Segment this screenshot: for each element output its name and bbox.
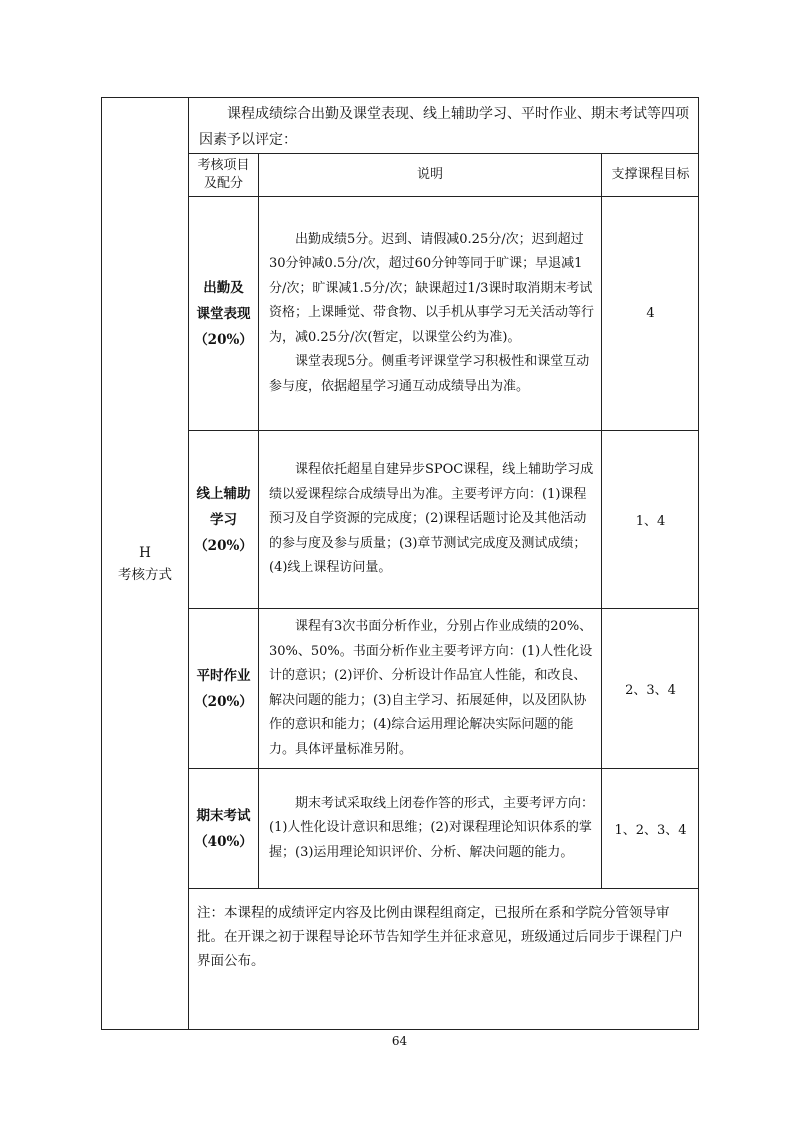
header-desc: 说明	[416, 167, 443, 182]
weight: （40%）	[194, 833, 253, 850]
intro-text: 课程成绩综合出勤及课堂表现、线上辅助学习、平时作业、期末考试等四项因素予以评定：	[199, 106, 689, 148]
label-line: 期末考试	[196, 807, 251, 824]
label-line: 出勤及	[203, 279, 244, 296]
section-label	[102, 98, 188, 1030]
section-code: H	[139, 545, 151, 561]
desc-paragraph: 课程依托超星自建异步SPOC课程，线上辅助学习成绩以爱课程综合成绩导出为准。主要考评方向：(1)课程预习及自学资源的完成度；(2)课程话题讨论及其他活动的参与度及参与质量；(3)章节测试完成度及测试成绩；(4)线上课程访问量。	[269, 462, 594, 576]
desc-paragraph: 课程有3次书面分析作业，分别占作业成绩的20%、30%、50%。书面分析作业主要考评方向：(1)人性化设计的意识；(2)评价、分析设计作品宜人性能，和改良、解决问题的能力；(3)自主学习、拓展延伸，以及团队协作的意识和能力；(4)综合运用理论解决实际问题的能力。具体评量标准另附。	[269, 619, 593, 757]
assessment-table	[101, 97, 699, 1030]
row-desc-homework	[259, 609, 601, 768]
desc-paragraph: 出勤成绩5分。迟到、请假减0.25分/次；迟到超过30分钟减0.5分/次，超过60分钟等同于旷课；早退减1分/次；旷课减1.5分/次；缺课超过1/3课时取消期末考试资格；上课睡觉、带食物、以手机从事学习无关活动等行为，减0.25分/次(暂定，以课堂公约为准)。	[269, 231, 595, 345]
label-line: 线上辅助	[196, 485, 251, 502]
row-target-online: 1、4	[635, 514, 666, 529]
note-text: 注：本课程的成绩评定内容及比例由课程组商定，已报所在系和学院分管领导审批。在开课之初于课程导论环节告知学生并征求意见，班级通过后同步于课程门户界面公布。	[197, 905, 683, 969]
row-label-attendance	[189, 197, 258, 430]
row-desc-final	[259, 769, 601, 888]
row-desc-attendance	[259, 197, 601, 430]
label-line: 学习	[210, 511, 237, 528]
desc-paragraph: 课堂表现5分。侧重考评课堂学习积极性和课堂互动参与度，依据超星学习通互动成绩导出为准。	[269, 354, 590, 394]
page-number: 64	[391, 1034, 408, 1048]
weight: （20%）	[194, 693, 253, 710]
divider	[188, 888, 699, 889]
desc-paragraph: 期末考试采取线上闭卷作答的形式，主要考评方向：(1)人性化设计意识和思维；(2)对课程理论知识体系的掌握；(3)运用理论知识评价、分析、解决问题的能力。	[269, 795, 595, 860]
row-desc-online	[259, 431, 601, 608]
weight: （20%）	[194, 537, 253, 554]
row-label-online	[189, 431, 258, 608]
section-title: 考核方式	[118, 567, 172, 583]
header-item: 考核项目及配分	[197, 158, 250, 191]
row-target-homework: 2、3、4	[625, 683, 676, 698]
row-target-final: 1、2、3、4	[614, 823, 687, 838]
row-target-attendance: 4	[646, 306, 655, 321]
row-label-homework	[189, 609, 258, 768]
label-line: 平时作业	[196, 667, 251, 684]
row-label-final	[189, 769, 258, 888]
weight: （20%）	[194, 331, 253, 348]
header-target: 支撑课程目标	[611, 167, 690, 182]
label-line: 课堂表现	[196, 305, 251, 322]
